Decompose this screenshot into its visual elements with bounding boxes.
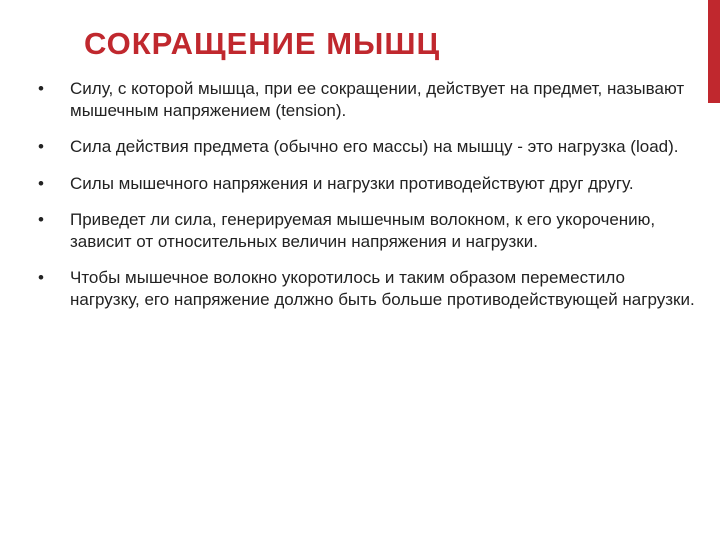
accent-bar <box>708 0 720 103</box>
bullet-text: Силу, с которой мышца, при ее сокращении, действует на предмет, называют мышечным напряжением (tension). <box>70 79 685 120</box>
bullet-icon: • <box>38 137 44 156</box>
bullet-item <box>36 136 696 158</box>
bullet-icon: • <box>38 210 44 229</box>
bullet-icon: • <box>38 268 44 287</box>
bullet-text: Приведет ли сила, генерируемая мышечным волокном, к его укорочению, зависит от относительных величин напряжения и нагрузки. <box>70 210 656 251</box>
bullet-item <box>36 209 696 252</box>
bullet-icon: • <box>38 79 44 98</box>
bullet-list <box>36 78 696 325</box>
bullet-item <box>36 173 696 195</box>
bullet-item <box>36 78 696 121</box>
bullet-text: Силы мышечного напряжения и нагрузки противодействуют друг другу. <box>70 173 634 193</box>
bullet-item <box>36 267 696 310</box>
bullet-icon: • <box>38 173 44 193</box>
slide-title: СОКРАЩЕНИЕ МЫШЦ <box>84 26 441 61</box>
bullet-text: Чтобы мышечное волокно укоротилось и таким образом переместило нагрузку, его напряжение должно быть больше противодействующей нагрузки. <box>70 268 695 309</box>
bullet-text: Сила действия предмета (обычно его массы) на мышцу - это нагрузка (load). <box>70 137 679 156</box>
